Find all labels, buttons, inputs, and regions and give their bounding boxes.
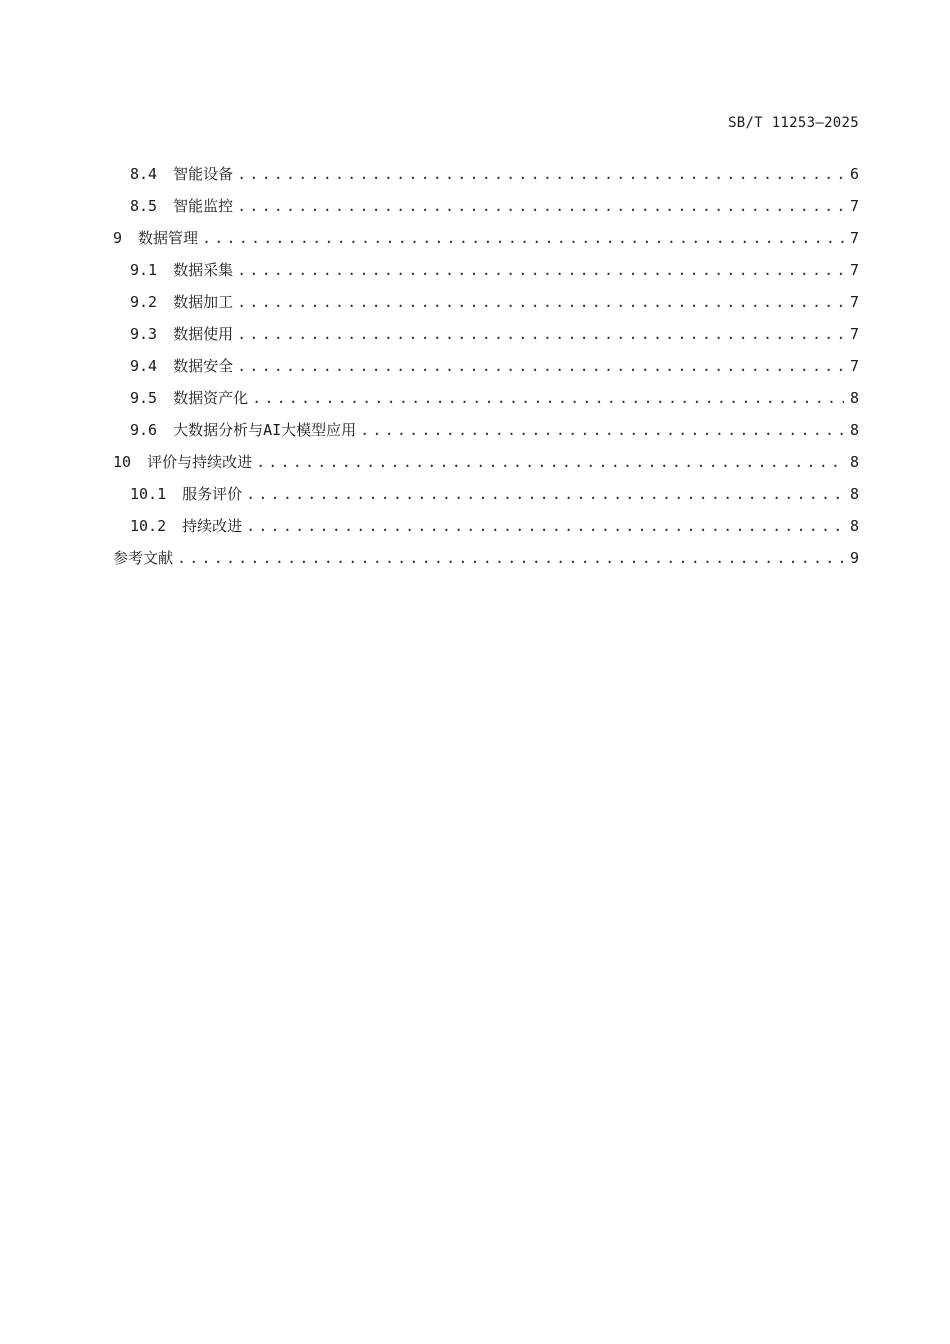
toc-entry[interactable] bbox=[113, 419, 859, 451]
toc-entry-number: 9.4 bbox=[130, 357, 158, 375]
toc-entry-title: 数据加工 bbox=[173, 293, 234, 311]
toc-entry[interactable] bbox=[113, 547, 859, 579]
toc-entry-number: 9.1 bbox=[130, 261, 158, 279]
toc-entry-page: 7 bbox=[849, 261, 859, 279]
toc-entry-number: 10 bbox=[113, 453, 132, 471]
toc-entry-title: 智能设备 bbox=[173, 165, 234, 183]
toc-entry[interactable] bbox=[113, 291, 859, 323]
toc-entry-title: 智能监控 bbox=[173, 197, 234, 215]
toc-entry[interactable] bbox=[113, 323, 859, 355]
table-of-contents bbox=[113, 163, 859, 579]
toc-entry[interactable] bbox=[113, 259, 859, 291]
toc-entry-page: 7 bbox=[849, 357, 859, 375]
toc-entry[interactable] bbox=[113, 483, 859, 515]
toc-entry-title: 数据采集 bbox=[173, 261, 234, 279]
toc-dot-leader bbox=[177, 547, 844, 569]
toc-entry-number: 9 bbox=[113, 229, 123, 247]
toc-entry-page: 7 bbox=[849, 325, 859, 343]
toc-entry-page: 9 bbox=[849, 549, 859, 567]
toc-entry-page: 8 bbox=[849, 517, 859, 535]
toc-entry-title: 数据资产化 bbox=[173, 389, 249, 407]
toc-entry-number: 9.6 bbox=[130, 421, 158, 439]
toc-dot-leader bbox=[237, 323, 844, 345]
toc-dot-leader bbox=[202, 227, 844, 249]
toc-dot-leader bbox=[360, 419, 844, 441]
toc-entry[interactable] bbox=[113, 227, 859, 259]
toc-entry-page: 7 bbox=[849, 197, 859, 215]
toc-dot-leader bbox=[246, 515, 844, 537]
toc-entry[interactable] bbox=[113, 387, 859, 419]
toc-entry-title: 参考文献 bbox=[113, 549, 174, 567]
toc-entry-title: 评价与持续改进 bbox=[147, 453, 253, 471]
toc-entry-page: 7 bbox=[849, 293, 859, 311]
toc-dot-leader bbox=[237, 163, 844, 185]
toc-entry-page: 8 bbox=[849, 421, 859, 439]
toc-entry-number: 10.1 bbox=[130, 485, 167, 503]
toc-entry-number: 9.5 bbox=[130, 389, 158, 407]
toc-dot-leader bbox=[237, 259, 844, 281]
toc-dot-leader bbox=[237, 355, 844, 377]
toc-entry-number: 8.5 bbox=[130, 197, 158, 215]
standard-code: SB/T 11253—2025 bbox=[728, 115, 859, 131]
toc-entry-page: 8 bbox=[849, 453, 859, 471]
toc-entry[interactable] bbox=[113, 163, 859, 195]
toc-entry-title: 数据管理 bbox=[138, 229, 199, 247]
toc-dot-leader bbox=[256, 451, 844, 473]
toc-entry[interactable] bbox=[113, 355, 859, 387]
toc-entry-page: 8 bbox=[849, 485, 859, 503]
toc-entry-title: 服务评价 bbox=[182, 485, 243, 503]
toc-entry-title: 持续改进 bbox=[182, 517, 243, 535]
toc-entry[interactable] bbox=[113, 451, 859, 483]
toc-dot-leader bbox=[246, 483, 844, 505]
toc-entry-number: 9.3 bbox=[130, 325, 158, 343]
toc-entry[interactable] bbox=[113, 515, 859, 547]
toc-entry-page: 6 bbox=[849, 165, 859, 183]
toc-dot-leader bbox=[237, 195, 844, 217]
toc-entry-title: 大数据分析与AI大模型应用 bbox=[173, 421, 357, 439]
toc-entry-title: 数据使用 bbox=[173, 325, 234, 343]
toc-entry-number: 8.4 bbox=[130, 165, 158, 183]
toc-entry-number: 9.2 bbox=[130, 293, 158, 311]
toc-dot-leader bbox=[252, 387, 844, 409]
toc-entry-page: 7 bbox=[849, 229, 859, 247]
toc-dot-leader bbox=[237, 291, 844, 313]
toc-entry-title: 数据安全 bbox=[173, 357, 234, 375]
toc-entry-number: 10.2 bbox=[130, 517, 167, 535]
toc-entry-page: 8 bbox=[849, 389, 859, 407]
toc-entry[interactable] bbox=[113, 195, 859, 227]
